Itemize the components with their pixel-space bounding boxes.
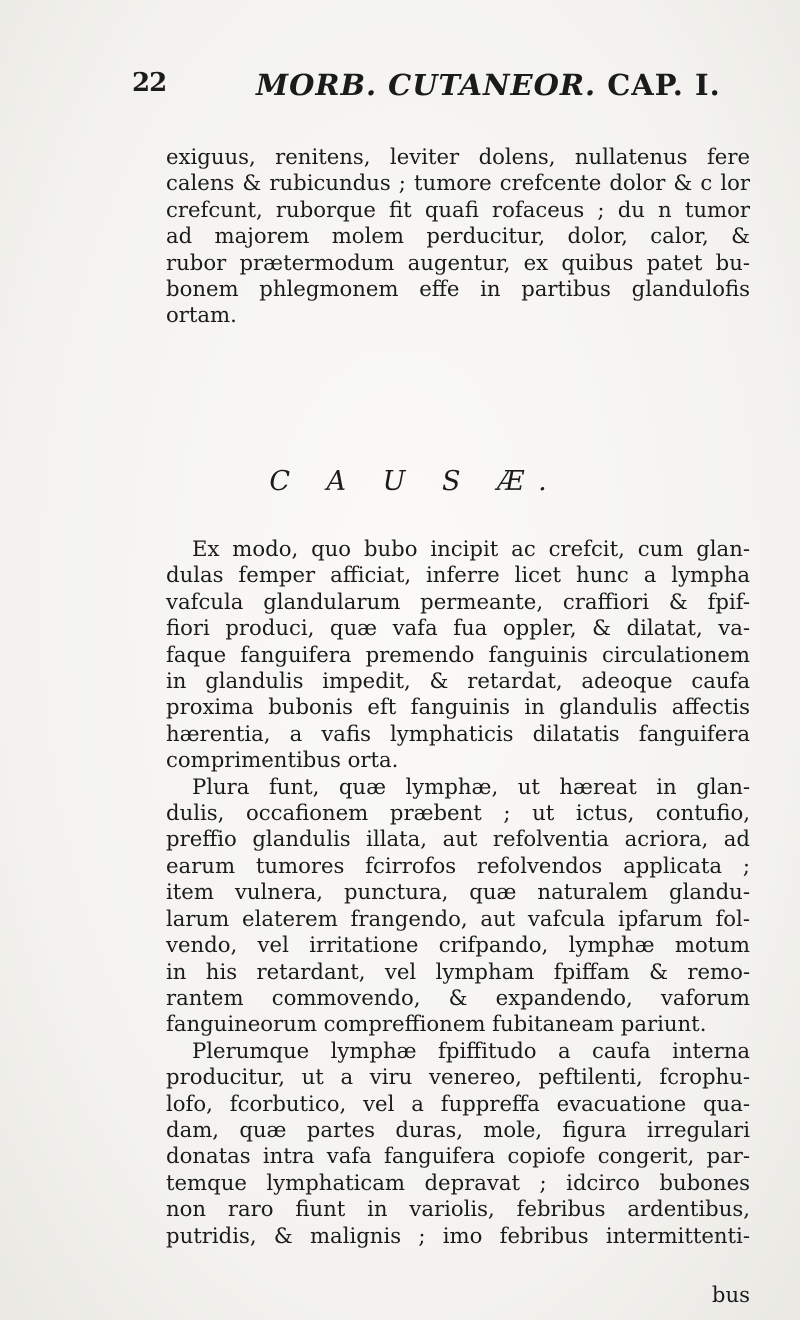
text-line: item vulnera, punctura, quæ naturalem glandu- bbox=[166, 879, 750, 905]
intro-paragraph bbox=[166, 144, 750, 329]
text-line: Plura funt, quæ lymphæ, ut hæreat in glan- bbox=[192, 773, 750, 799]
text-line: comprimentibus orta. bbox=[166, 747, 399, 773]
text-line: fiori produci, quæ vafa fua oppler, & dilatat, va- bbox=[166, 615, 750, 641]
text-line: vendo, vel irritatione crifpando, lymphæ motum bbox=[166, 932, 750, 958]
text-line: putridis, & malignis ; imo febribus intermittenti- bbox=[166, 1222, 750, 1248]
text-line: ad majorem molem perducitur, dolor, calor, & bbox=[166, 223, 750, 249]
text-line: proxima bubonis eft fanguinis in glandulis affectis bbox=[166, 694, 750, 720]
causae-section bbox=[166, 536, 750, 1249]
running-title-text: MORB. CUTANEOR. bbox=[256, 68, 597, 102]
section-heading: C A U S Æ. bbox=[269, 466, 561, 497]
chapter-label: CAP. I. bbox=[607, 68, 721, 102]
text-line: preffio glandulis illata, aut refolventia acriora, ad bbox=[166, 826, 750, 852]
text-line: dulas femper afficiat, inferre licet hunc a lympha bbox=[166, 562, 750, 588]
text-line: crefcunt, ruborque fit quafi rofaceus ; du n tumor bbox=[166, 196, 750, 222]
text-line: exiguus, renitens, leviter dolens, nullatenus fere bbox=[166, 144, 750, 169]
text-line: fanguineorum compreffionem fubitaneam pariunt. bbox=[166, 1011, 707, 1037]
page-number: 22 bbox=[132, 68, 167, 98]
text-line: in his retardant, vel lympham fpiffam & remo- bbox=[166, 958, 750, 984]
text-line: faque fanguifera premendo fanguinis circulationem bbox=[166, 641, 750, 667]
running-title bbox=[256, 68, 721, 102]
text-line: rubor prætermodum augentur, ex quibus patet bu- bbox=[166, 249, 750, 275]
text-line: temque lymphaticam depravat ; idcirco bubones bbox=[166, 1169, 750, 1195]
text-line: hærentia, a vafis lymphaticis dilatatis fanguifera bbox=[166, 720, 750, 746]
text-line: dulis, occafionem præbent ; ut ictus, contufio, bbox=[166, 800, 750, 826]
text-line: in glandulis impedit, & retardat, adeoque caufa bbox=[166, 668, 750, 694]
text-line: bonem phlegmonem effe in partibus glandulofis bbox=[166, 276, 750, 302]
text-line: Plerumque lymphæ fpiffitudo a caufa interna bbox=[192, 1037, 750, 1063]
text-line: lofo, fcorbutico, vel a fuppreffa evacuatione qua- bbox=[166, 1090, 750, 1116]
text-line: earum tumores fcirrofos refolvendos applicata ; bbox=[166, 852, 750, 878]
text-line: ortam. bbox=[166, 302, 237, 328]
text-line: larum elaterem frangendo, aut vafcula ipfarum fol- bbox=[166, 905, 750, 931]
text-line: Ex modo, quo bubo incipit ac crefcit, cum glan- bbox=[192, 536, 750, 561]
text-line: rantem commovendo, & expandendo, vaforum bbox=[166, 984, 750, 1010]
text-line: donatas intra vafa fanguifera copiofe congerit, par- bbox=[166, 1143, 750, 1169]
text-line: producitur, ut a viru venereo, peftilenti, fcrophu- bbox=[166, 1064, 750, 1090]
text-line: non raro fiunt in variolis, febribus ardentibus, bbox=[166, 1196, 750, 1222]
page-header bbox=[132, 68, 752, 108]
text-line: vafcula glandularum permeante, craffiori & fpif- bbox=[166, 588, 750, 614]
text-line: dam, quæ partes duras, mole, figura irregulari bbox=[166, 1116, 750, 1142]
text-line: calens & rubicundus ; tumore crefcente dolor & c lor bbox=[166, 170, 750, 196]
catchword: bus bbox=[711, 1282, 750, 1307]
